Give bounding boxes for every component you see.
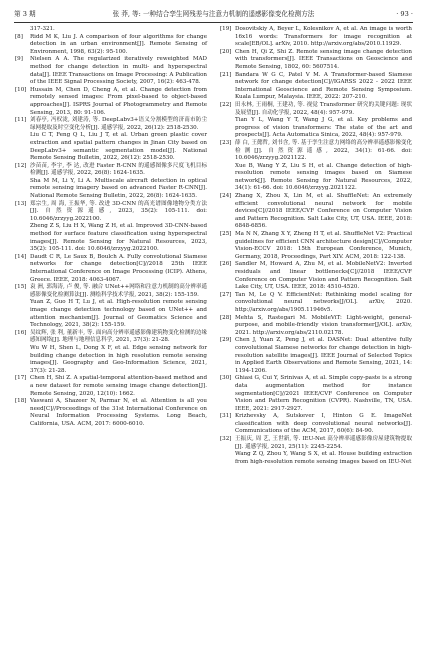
reference-entry [220,231,412,261]
reference-number: [13] [15,200,27,207]
reference-number: [15] [15,284,27,291]
reference-entry [220,140,412,163]
reference-text: Tan M, Le Q V. EfficientNet: Rethinking model scaling for convolutional neural networks[J/OL]. arXiv, 2020. http://arxiv.org/abs/1905.11946v5. [235,291,412,313]
reference-entry [15,132,207,162]
reference-entry [15,284,207,299]
reference-text: Vaswani A, Shazeer N, Parmar N, et al. Attention is all you need[C]//Proceedings of the 31st International Conference on Neural Information Processing Systems. Long Beach, California, USA. ACM, 2017: 6000-6010. [30,398,207,427]
references-right-column [220,26,412,466]
reference-entry [15,87,207,117]
reference-number: [10] [15,86,27,93]
reference-text: Ma N N, Zhang X Y, Zheng H T, et al. ShuffleNet V2: Practical guidelines for efficient CNN architecture design[C]//Computer Vision-ECCV 2018: 15th European Conference, Munich, Germany, 2018, Proceedings, Part XIV. ACM, 2018: 122-138. [235,231,412,260]
reference-number: [28] [220,314,232,321]
reference-number: [14] [15,253,27,260]
reference-text: Zheng Z S, Liu H X, Wang Z H, et al. Improved 3D-CNN-based method for surface feature classification using hyperspectral images[J]. Remote Sensing for Natural Resources, 2023, 35(2): 105-111. doi: 10.6046/zrzyyg.2022100. [30,223,207,253]
reference-entry [15,223,207,253]
reference-number: [12] [15,162,27,169]
reference-number: [17] [15,375,27,382]
reference-text: Wang Z Q, Zhou Y, Wang S X, et al. House building extraction from high-resolution remote sensing images based on IEU-Net [235,451,412,465]
reference-number [15,178,30,201]
reference-number: [19] [220,26,232,32]
reference-entry [220,451,412,466]
reference-entry [15,299,207,329]
reference-entry [15,330,207,345]
reference-entry [15,178,207,201]
reference-text: Sha M M, Li Y, Li A. Multiscale aircraft detection in optical remote sensing imagery based on advanced Faster R-CNN[J]. National Remote Sensing Bulletin, 2022, 26(8): 1624-1635. [30,177,207,200]
reference-number: [21] [220,71,232,78]
reference-text: Mehta S, Rastegari M. MobileViT: Light-weight, general-purpose, and mobile-friendly vision transformer[J/OL]. arXiv, 2021. http://arxiv.org/abs/2110.02178. [235,314,412,336]
reference-number: [26] [220,261,232,268]
reference-text: Liu C T, Feng Q L, Liu J T, et al. Urban green plastic cover extraction and spatial pattern changes in Jinan City based on DeepLabv3+ semantic segmentation model[J]. National Remote Sensing Bulletin, 2022, 26(12): 2518-2530. [30,132,207,162]
header-rule [14,22,413,23]
reference-number: [18] [15,398,27,405]
reference-number: [29] [220,337,232,344]
reference-entry [15,398,207,428]
reference-entry [220,292,412,315]
reference-number: [30] [220,375,232,382]
reference-number: [11] [15,117,27,124]
reference-entry [220,413,412,436]
reference-entry [15,163,207,178]
reference-text: 薛 白, 王懿哲, 刘书含, 等. 基于孪生注意力网络的高分辨率遥感影像变化检测[J]. 自然资源遥感, 2022, 34(1): 61-66. doi: 10.6046/zrzyyg.2021122. [235,139,412,162]
reference-number [15,299,30,329]
reference-number [15,223,30,253]
reference-text: 沙苗苗, 李宇, 李 达, 改进 Faster R-CNN 的遥感图像多尺度飞机目标检测[J]. 遥感学报, 2022, 26(8): 1624-1635. [30,162,207,177]
reference-text: Daudt C R, Le Saux B, Boulch A. Fully convolutional Siamese networks for change detection[C]//2018 25th IEEE International Conference on Image Processing (ICIP). Athens, Greece. IEEE, 2018: 4063-4067. [30,253,207,283]
reference-entry [220,102,412,117]
reference-number: [20] [220,48,232,55]
reference-text: 郑宗生, 周 海, 王振华, 等. 改进 3D-CNN 的高光谱图像地物分类方法[J]. 自然资源遥感, 2023, 35(2): 105-111. doi: 10.6046/zrzyyg.2022100. [30,200,207,222]
reference-text: Nielsen A A. The regularized iteratively reweighted MAD method for change detection in multi- and hyperspectral data[J]. IEEE Transactions on Image Processing: A Publication of the IEEE Signal Processing Society, 2007, 16(2): 463-478. [30,56,207,86]
reference-number: [16] [15,329,27,336]
reference-entry [15,56,207,86]
reference-number [220,163,235,193]
reference-text: Yuan Z, Guo H T, Lu J, et al. High-resolution remote sensing image change detection technology based on UNet++ and attention mechanism[J]. Journal of Geomatics Science and Technology, 2021, 38(2): 155-159. [30,299,207,329]
reference-text: Krizhevsky A, Sutskever I, Hinton G E. ImageNet classification with deep convolutional neural networks[J]. Communications of the ACM, 2017, 60(6): 84-90. [235,413,412,435]
reference-text: Ridd M K, Liu J. A comparison of four algorithms for change detection in an urban environment[J]. Remote Sensing of Environment, 1998, 63(2): 95-100. [30,33,207,55]
page-number: · 93 · [396,10,413,18]
reference-entry [220,315,412,338]
reference-text: Bandara W G C, Patel V M. A Transformer-based Siamese network for change detection[C]//IGARSS 2022 - 2022 IEEE International Geoscience and Remote Sensing Symposium. Kuala Lumpur, Malaysia. IEEE, 2022: 207-210. [235,71,412,101]
reference-entry [220,375,412,413]
reference-entry [15,34,207,57]
reference-text: Ghiasi G, Cui Y, Srinivas A, et al. Simple copy-paste is a strong data augmentation method for instance segmentation[C]//2021 IEEE/CVF Conference on Computer Vision and Pattern Recognition (CVPR). Nashville, TN, USA. IEEE, 2021: 2917-2927. [235,375,412,412]
reference-text: Chen H, Shi Z. A spatial-temporal attention-based method and a new dataset for remote sensing image change detection[J]. Remote Sensing, 2020, 12(10): 1662. [30,375,207,397]
reference-number: [27] [220,291,232,298]
references-left-column [15,26,207,428]
reference-entry [15,201,207,224]
reference-entry [220,163,412,193]
reference-entry [220,117,412,140]
reference-text: Wu W H, Shen L, Dong X F, et al. Edge sensing network for building change detection in high resolution remote sensing images[J]. Geography and Geo-Information Science, 2021, 37(3): 21-28. [30,344,207,374]
reference-entry [220,436,412,451]
reference-number: [31] [220,413,232,420]
reference-entry [220,49,412,72]
running-title: 张 莽, 等: 一种结合孪生网残差与注意力机制的遥感影像变化检测方法 [112,10,315,18]
reference-entry [15,117,207,132]
reference-number: [9] [15,56,23,63]
reference-entry [220,26,412,49]
reference-text: 田永林, 王雨桐, 王建功, 等. 视觉 Transformer 研究的关键问题: 现状及展望[J]. 自动化学报, 2022, 48(4): 957-979. [235,101,412,116]
reference-text: Dosovitskiy A, Beyer L, Kolesnikov A, et al. An image is worth 16x16 words: Transformers for image recognition at scale[EB/OL]. arXiv, 2010. http://arxiv.org/abs/2010.11929. [235,26,412,48]
reference-text: Chen J, Yuan Z, Peng J, et al. DASNet: Dual attentive fully convolutional Siamese networks for change detection in high-resolution satellite images[J]. IEEE Journal of Selected Topics in Applied Earth Observations and Remote Sensing, 2021, 14: 1194-1206. [235,337,412,374]
reference-text: 袁 洲, 郭海涛, 卢 俊, 等. 融合 UNet++网络和注意力机制的高分辨率遥感影像变化检测算法[J]. 测绘科学技术学报, 2021, 38(2): 155-159. [30,284,207,298]
reference-entry [220,72,412,102]
reference-entry [220,337,412,375]
reference-entry [220,193,412,231]
reference-number: [23] [220,139,232,146]
reference-text: 吴纹辉, 张 利, 董新丰, 等. 面向高分辨率遥感影像建筑物变化检测的边缘感知网络[J]. 地理与地理信息科学, 2021, 37(3): 21-28. [30,329,207,344]
reference-continuation: 317-321. [30,26,55,32]
reference-text: 刘春亭, 冯权泷, 刘建涛, 等. DeepLabv3+语义分割模型的济南市防尘绿网提取及时空变化分析[J]. 遥感学报, 2022, 26(12): 2518-2530. [30,117,207,131]
reference-number [220,451,235,466]
reference-text: Sandler M, Howard A, Zhu M, et al. MobileNetV2: Inverted residuals and linear bottlenecks[C]//2018 IEEE/CVF Conference on Computer Vision and Pattern Recognition. Salt Lake City, UT, USA. IEEE, 2018: 4510-4520. [235,261,412,291]
reference-text: Tian Y L, Wang Y T, Wang J G, et al. Key problems and progress of vision transformers: The state of the art and prospects[J]. Acta Automatica Sinica, 2022, 48(4): 957-979. [235,117,412,139]
reference-number: [32] [220,436,232,443]
reference-number [15,132,30,162]
reference-entry [15,345,207,375]
reference-number: [8] [15,33,23,40]
issue-number: 第 3 期 [14,10,36,18]
reference-text: 王振庆, 周 艺, 王世新, 等. IEU-Net 高分辨率遥感影像房屋建筑物提取[J]. 遥感学报, 2021, 25(11): 2245-2254. [235,436,412,450]
reference-text: Hussain M, Chen D, Cheng A, et al. Change detection from remotely sensed images: From pixel-based to object-based approaches[J]. ISPRS Journal of Photogrammetry and Remote Sensing, 2013, 80: 91-106. [30,86,207,116]
reference-entry [220,261,412,291]
reference-number [15,345,30,375]
reference-number: [25] [220,231,232,238]
reference-entry [15,254,207,284]
reference-number: [24] [220,193,232,200]
reference-number [220,117,235,140]
running-header [14,8,413,20]
reference-number: [22] [220,101,232,108]
reference-text: Xue B, Wang Y Z, Liu S H, et al. Change detection of high-resolution remote sensing images based on Siamese network[J]. Remote Sensing for Natural Resources, 2022, 34(1): 61-66. doi: 10.6046/zrzyyg.2021122. [235,162,412,192]
reference-entry [15,375,207,398]
reference-text: Zhang X, Zhou X, Lin M, et al. ShuffleNet: An extremely efficient convolutional neural network for mobile devices[C]//2018 IEEE/CVF Conference on Computer Vision and Pattern Recognition. Salt Lake City, UT, USA. IEEE, 2018: 6848-6856. [235,193,412,230]
reference-text: Chen H, Qi Z, Shi Z. Remote sensing image change detection with transformers[J]. IEEE Transactions on Geoscience and Remote Sensing, 1802, 60: 5607514. [235,48,412,70]
